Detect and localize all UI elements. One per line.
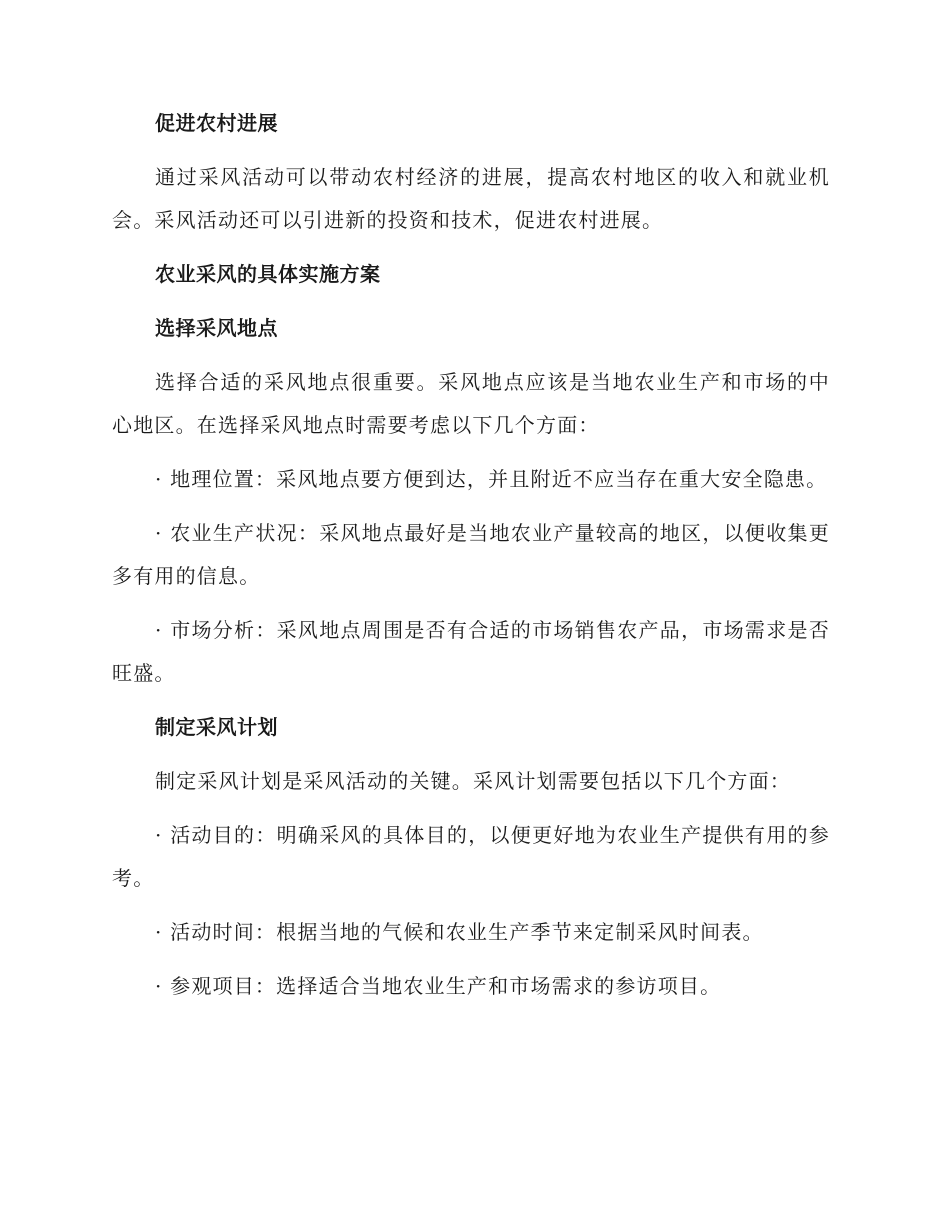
bullet-item: · 活动时间：根据当地的气候和农业生产季节来定制采风时间表。 bbox=[155, 920, 764, 944]
paragraph: 通过采风活动可以带动农村经济的进展，提高农村地区的收入和就业机会。采风活动还可以引进新的投资和技术，促进农村进展。 bbox=[112, 165, 830, 232]
bullet-item: · 农业生产状况：采风地点最好是当地农业产量较高的地区，以便收集更多有用的信息。 bbox=[112, 521, 830, 588]
subsection-heading: 制定采风计划 bbox=[155, 715, 278, 739]
bullet-item: · 市场分析：采风地点周围是否有合适的市场销售农产品，市场需求是否旺盛。 bbox=[112, 618, 830, 685]
section-heading: 促进农村进展 bbox=[155, 111, 278, 135]
bullet-item: · 活动目的：明确采风的具体目的，以便更好地为农业生产提供有用的参考。 bbox=[112, 823, 830, 890]
paragraph: 制定采风计划是采风活动的关键。采风计划需要包括以下几个方面： bbox=[155, 769, 791, 793]
bullet-item: · 参观项目：选择适合当地农业生产和市场需求的参访项目。 bbox=[155, 974, 722, 998]
document-body bbox=[112, 102, 830, 1019]
subsection-heading: 选择采风地点 bbox=[155, 316, 278, 340]
paragraph: 选择合适的采风地点很重要。采风地点应该是当地农业生产和市场的中心地区。在选择采风地点时需要考虑以下几个方面： bbox=[112, 370, 830, 437]
section-heading: 农业采风的具体实施方案 bbox=[155, 262, 381, 286]
bullet-item: · 地理位置：采风地点要方便到达，并且附近不应当存在重大安全隐患。 bbox=[155, 467, 828, 491]
